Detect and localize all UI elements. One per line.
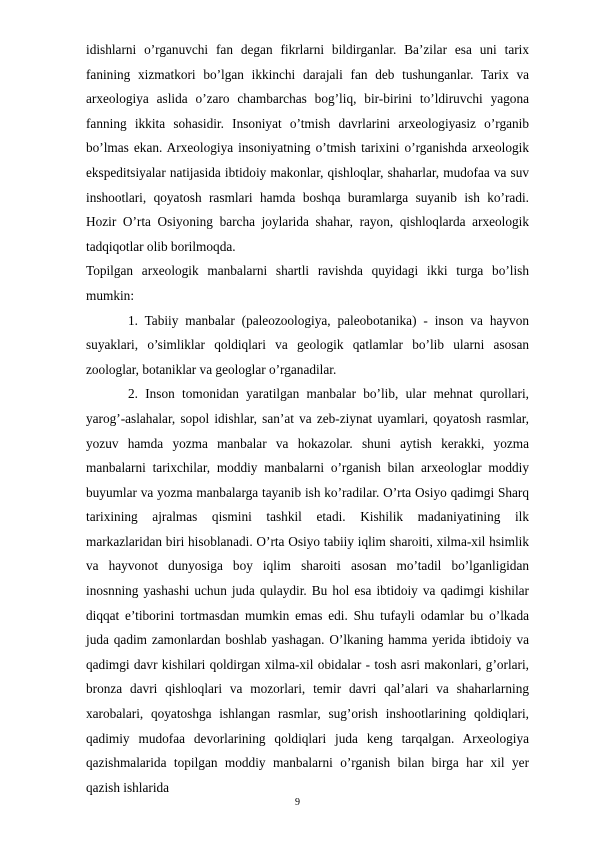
list-item: 1. Tabiiy manbalar (paleozoologiya, paleobotanika) - inson va hayvon suyaklari, o’simliklar qoldiqlari va geologik qatlamlar bo’lib ularni asosan zoologlar, botaniklar va geologlar o’rganadilar. — [86, 312, 529, 377]
document-page — [86, 38, 529, 800]
body-paragraph: Topilgan arxeologik manbalarni shartli ravishda quyidagi ikki turga bo’lish mumkin: — [86, 263, 529, 303]
page-number: 9 — [295, 797, 300, 808]
list-item: 2. Inson tomonidan yaratilgan manbalar bo’lib, ular mehnat qurollari, yarog’-aslahalar, sopol idishlar, san’at va zeb-ziynat uyamlari, qoyatosh rasmlar, yozuv hamda yozma manbalar va hokazolar. shuni aytish kerakki, yozma manbalarni tarixchilar, moddiy manbalarni o’rganish bilan arxeologlar moddiy buyumlar va yozma manbalarga tayanib ish ko’radilar. O’rta Osiyo qadimgi Sharq tarixining ajralmas qismini tashkil etadi. Kishilik madaniyatining ilk markazlaridan biri hisoblanadi. O’rta Osiyo tabiiy iqlim sharoiti, xilma-xil hsimlik va hayvonot dunyosiga boy iqlim sharoiti asosan mo’tadil bo’lganligidan inosnning yashashi uchun juda qulaydir. Bu hol esa ibtidoiy va qadimgi kishilar diqqat e’tiborini tortmasdan mumkin emas edi. Shu tufayli odamlar bu o’lkada juda qadim zamonlardan boshlab yashagan. O’lkaning hamma yerida ibtidoiy va qadimgi davr kishilari qoldirgan xilma-xil obidalar - tosh asri makonlari, g’orlari, bronza davri qishloqlari va mozorlari, temir davri qal’alari va shaharlarning xarobalari, qoyatoshga ishlangan rasmlar, sug’orish inshootlarining qoldiqlari, qadimiy mudofaa devorlarining qoldiqlari juda keng tarqalgan. Arxeologiya qazishmalarida topilgan moddiy manbalarni o’rganish bilan birga har xil yer qazish ishlarida — [86, 386, 529, 795]
body-paragraph: idishlarni o’rganuvchi fan degan fikrlarni bildirganlar. Ba’zilar esa uni tarix fanining xizmatkori bo’lgan ikkinchi darajali fan deb tushunganlar. Tarix va arxeologiya aslida o’zaro chambarchas bog’liq, bir-birini to’ldiruvchi yagona fanning ikkita sohasidir. Insoniyat o’tmish davrlarini arxeologiyasiz o’rganib bo’lmas ekan. Arxeologiya insoniyatning o’tmish tarixini o’rganishda arxeologik ekspeditsiyalar natijasida ibtidoiy makonlar, qishloqlar, shaharlar, mudofaa va suv inshootlari, qoyatosh rasmlari hamda boshqa buramlarga suyanib ish ko’radi. Hozir O’rta Osiyoning barcha joylarida shahar, rayon, qishloqlarda arxeologik tadqiqotlar olib borilmoqda. — [86, 42, 529, 254]
